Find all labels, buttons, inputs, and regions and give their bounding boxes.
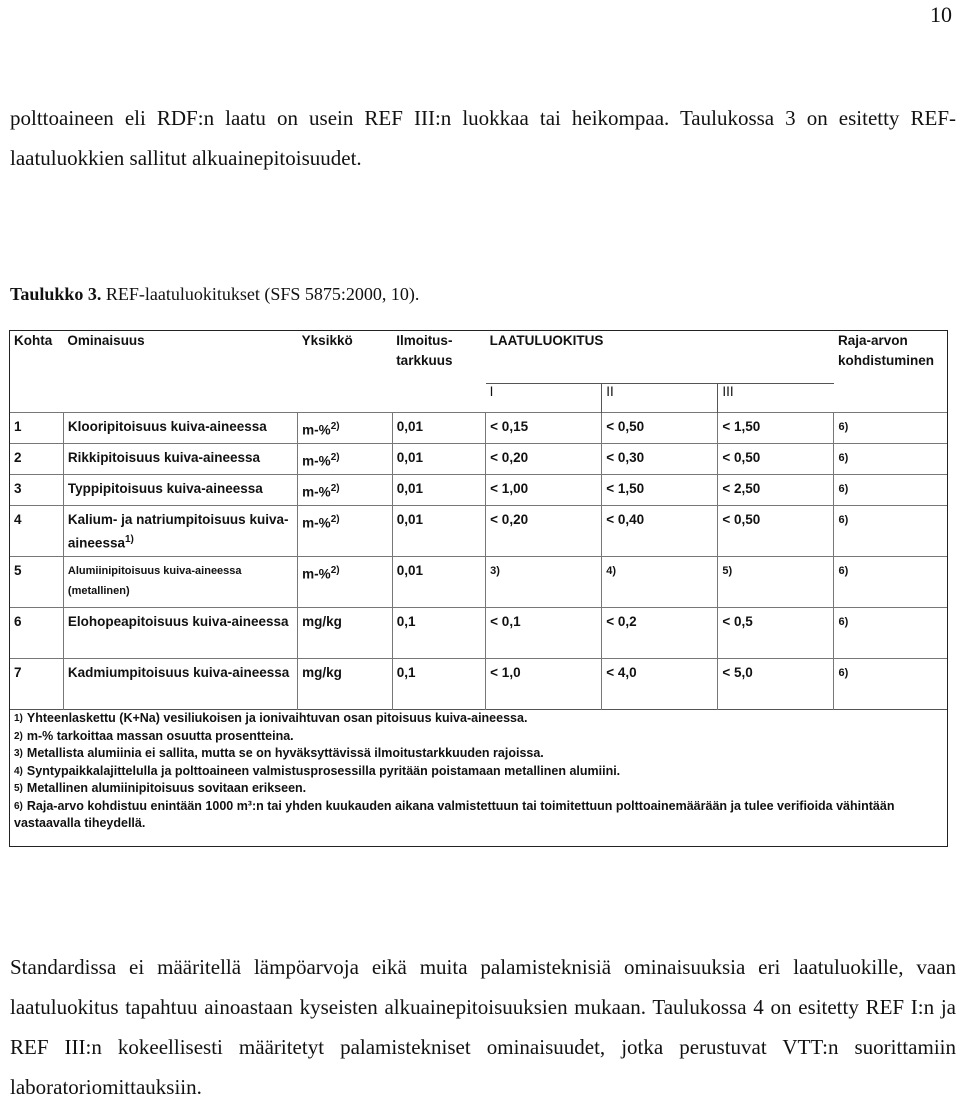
cell-ilmoitustarkkuus-text: 0,01 — [396, 450, 423, 465]
cell-class-ii — [602, 413, 718, 444]
cell-ominaisuus — [63, 444, 297, 475]
cell-raja-arvo-text: 6) — [838, 667, 849, 679]
cell-ilmoitustarkkuus — [392, 444, 485, 475]
cell-kohta — [10, 444, 63, 475]
cell-class-ii — [602, 506, 718, 557]
cell-ominaisuus-text: Rikkipitoisuus kuiva-aineessa — [67, 450, 261, 465]
closing-paragraph: Standardissa ei määritellä lämpöarvoja eikä muita palamisteknisiä ominaisuuksia eri laatuluokille, vaan laatuluokitus tapahtuu ainoastaan kyseisten alkuainepitoisuuksien mukaan. Taulukossa 4 on esitetty REF I:n ja REF III:n kokeellisesti määritetyt palamistekniset ominaisuudet, jotka perustuvat VTT:n suorittamiin laboratoriomittauksiin. — [10, 955, 956, 1099]
table-caption — [10, 284, 419, 305]
cell-ominaisuus-text: Alumiinipitoisuus kuiva-aineessa (metallinen) — [67, 565, 242, 597]
cell-raja-arvo-text: 6) — [838, 565, 849, 577]
cell-yksikko-text: m-% — [302, 453, 331, 469]
cell-yksikko-text: m-% — [302, 422, 331, 438]
cell-ilmoitustarkkuus — [392, 413, 485, 444]
cell-class-ii-text: < 4,0 — [606, 665, 637, 680]
spec-table — [10, 331, 947, 833]
header-laatuluokitus: LAATULUOKITUS — [489, 333, 604, 348]
cell-raja-arvo — [834, 475, 947, 506]
cell-class-iii — [718, 659, 834, 710]
cell-ilmoitustarkkuus — [392, 608, 485, 659]
cell-class-i-text: 3) — [490, 565, 500, 577]
cell-raja-arvo — [834, 444, 947, 475]
footnote-text: Raja-arvo kohdistuu enintään 1000 m³:n tai yhden kuukauden aikana valmistettuun tai toimitettuun polttoainemäärään ja tulee verifioida vähintään vastaavalla tiheydellä. — [14, 798, 895, 830]
cell-class-iii-text: 5) — [722, 565, 733, 577]
cell-class-i — [486, 413, 602, 444]
footnote-number: 4) — [14, 765, 23, 777]
cell-ilmoitustarkkuus-text: 0,01 — [396, 481, 423, 496]
cell-ominaisuus-text: Kadmiumpitoisuus kuiva-aineessa — [67, 665, 290, 680]
cell-ilmoitustarkkuus-text: 0,01 — [396, 563, 423, 578]
footnote — [14, 763, 947, 781]
footnote-text: Yhteenlaskettu (K+Na) vesiliukoisen ja ionivaihtuvan osan pitoisuus kuiva-aineessa. — [26, 711, 528, 725]
cell-kohta-text: 6 — [14, 614, 22, 629]
cell-ominaisuus-text: Elohopeapitoisuus kuiva-aineessa — [67, 614, 289, 629]
cell-ilmoitustarkkuus-text: 0,01 — [396, 512, 423, 527]
header-class-i: I — [486, 384, 602, 413]
cell-yksikko — [298, 659, 393, 710]
cell-class-ii — [602, 557, 718, 608]
footnote-text: m-% tarkoittaa massan osuutta prosentteina. — [26, 728, 294, 743]
header-raja-line2: kohdistuminen — [837, 353, 934, 368]
footnote-ref: 2) — [330, 565, 340, 576]
table-row — [10, 608, 947, 659]
header-ilmoitustarkkuus — [392, 331, 485, 384]
footnote-number: 2) — [14, 730, 23, 742]
cell-class-i-text: < 0,1 — [490, 614, 521, 629]
cell-kohta-text: 5 — [14, 563, 22, 578]
footnote-ref: 1) — [124, 534, 134, 545]
cell-class-ii — [602, 659, 718, 710]
cell-ominaisuus — [63, 557, 297, 608]
cell-ilmoitustarkkuus — [392, 506, 485, 557]
cell-class-i — [486, 608, 602, 659]
cell-yksikko — [298, 506, 393, 557]
cell-ominaisuus — [63, 475, 297, 506]
footnote-number: 5) — [14, 783, 23, 794]
cell-ominaisuus — [63, 413, 297, 444]
cell-raja-arvo-text: 6) — [838, 452, 849, 464]
table-row — [10, 659, 947, 710]
caption-text: REF-laatuluokitukset (SFS 5875:2000, 10). — [101, 284, 420, 304]
cell-class-iii-text: < 2,50 — [722, 481, 761, 496]
cell-yksikko-text: mg/kg — [302, 665, 342, 680]
cell-yksikko — [298, 444, 393, 475]
cell-class-i — [486, 475, 602, 506]
footnote — [14, 710, 947, 728]
cell-kohta — [10, 659, 63, 710]
cell-yksikko-text: m-% — [302, 566, 331, 582]
intro-paragraph: polttoaineen eli RDF:n laatu on usein REF III:n luokkaa tai heikompaa. Taulukossa 3 on esitetty REF-laatuluokkien sallitut alkuainepitoisuudet. — [10, 106, 956, 170]
cell-class-ii — [602, 475, 718, 506]
table-header-row — [10, 331, 947, 384]
cell-class-iii — [718, 506, 834, 557]
cell-kohta — [10, 475, 63, 506]
footnote-number: 6) — [14, 800, 23, 812]
cell-class-iii-text: < 0,50 — [722, 512, 761, 527]
table-row — [10, 413, 947, 444]
cell-class-iii — [718, 608, 834, 659]
page-number: 10 — [930, 2, 952, 27]
header-ilmoitustarkkuus-line1: Ilmoitus- — [396, 333, 453, 348]
table-row — [10, 557, 947, 608]
cell-class-iii — [718, 557, 834, 608]
cell-class-ii-text: < 0,50 — [606, 419, 645, 434]
header-raja-line1: Raja-arvon — [837, 333, 908, 348]
cell-class-i — [486, 659, 602, 710]
cell-ominaisuus-text: Kalium- ja natriumpitoisuus kuiva-aineessa — [67, 512, 289, 551]
cell-yksikko-text: m-% — [302, 515, 331, 531]
cell-class-iii — [718, 475, 834, 506]
cell-ilmoitustarkkuus-text: 0,1 — [396, 614, 416, 629]
cell-class-i — [486, 557, 602, 608]
cell-class-ii-text: 4) — [606, 565, 617, 577]
cell-raja-arvo-text: 6) — [838, 483, 849, 495]
footnote — [14, 745, 947, 763]
caption-label: Taulukko 3. — [10, 284, 102, 304]
cell-raja-arvo — [834, 506, 947, 557]
cell-yksikko-text: m-% — [302, 484, 331, 500]
cell-class-i-text: < 0,20 — [490, 512, 529, 527]
cell-raja-arvo-text: 6) — [838, 514, 849, 526]
footnote-number: 3) — [14, 748, 23, 759]
cell-ilmoitustarkkuus — [392, 475, 485, 506]
cell-kohta-text: 1 — [14, 419, 22, 434]
footnote-ref: 2) — [330, 421, 340, 432]
cell-kohta-text: 3 — [14, 481, 22, 496]
cell-ilmoitustarkkuus-text: 0,1 — [396, 665, 416, 680]
footnote — [14, 798, 947, 833]
cell-class-i-text: < 1,00 — [490, 481, 529, 496]
footnote — [14, 728, 947, 746]
footnote-text: Metallista alumiinia ei sallita, mutta se on hyväksyttävissä ilmoitustarkkuuden rajoissa. — [26, 746, 544, 760]
cell-class-iii-text: < 0,5 — [722, 614, 753, 629]
header-ominaisuus: Ominaisuus — [67, 333, 145, 348]
footnote-text: Syntypaikkalajittelulla ja polttoaineen valmistusprosessilla pyritään poistamaan metallinen alumiini. — [26, 763, 621, 778]
cell-ominaisuus — [63, 659, 297, 710]
cell-yksikko — [298, 413, 393, 444]
cell-class-i-text: < 1,0 — [490, 665, 521, 680]
footnote-number: 1) — [14, 713, 23, 724]
header-class-ii: II — [602, 384, 718, 413]
cell-class-iii-text: < 0,50 — [722, 450, 761, 465]
cell-class-i-text: < 0,20 — [490, 450, 529, 465]
cell-yksikko-text: mg/kg — [302, 614, 342, 629]
cell-kohta-text: 4 — [14, 512, 22, 527]
cell-class-ii — [602, 608, 718, 659]
cell-class-iii — [718, 444, 834, 475]
cell-class-ii-text: < 1,50 — [606, 481, 645, 496]
table-subheader-row — [10, 384, 947, 413]
table-row — [10, 475, 947, 506]
cell-class-ii-text: < 0,40 — [606, 512, 645, 527]
cell-class-i — [486, 506, 602, 557]
cell-class-iii-text: < 1,50 — [722, 419, 761, 434]
cell-raja-arvo — [834, 659, 947, 710]
cell-kohta — [10, 506, 63, 557]
cell-kohta — [10, 557, 63, 608]
cell-class-i-text: < 0,15 — [490, 419, 529, 434]
cell-raja-arvo-text: 6) — [838, 421, 849, 433]
cell-class-ii-text: < 0,2 — [606, 614, 637, 629]
cell-class-ii-text: < 0,30 — [606, 450, 645, 465]
cell-raja-arvo — [834, 557, 947, 608]
cell-ominaisuus — [63, 608, 297, 659]
footnote-ref: 2) — [330, 514, 340, 525]
cell-class-ii — [602, 444, 718, 475]
cell-yksikko — [298, 475, 393, 506]
footnote-ref: 2) — [330, 483, 340, 494]
table-footnotes — [10, 710, 947, 833]
cell-class-iii-text: < 5,0 — [722, 665, 753, 680]
cell-yksikko — [298, 557, 393, 608]
cell-kohta — [10, 608, 63, 659]
cell-kohta-text: 2 — [14, 450, 22, 465]
cell-class-i — [486, 444, 602, 475]
cell-kohta — [10, 413, 63, 444]
footnote-ref: 2) — [330, 452, 340, 463]
footnote — [14, 780, 947, 798]
table-row — [10, 444, 947, 475]
ref-quality-table — [9, 330, 948, 847]
cell-raja-arvo — [834, 608, 947, 659]
cell-raja-arvo-text: 6) — [838, 616, 849, 628]
cell-class-iii — [718, 413, 834, 444]
header-ilmoitustarkkuus-line2: tarkkuus — [396, 353, 453, 368]
cell-ilmoitustarkkuus — [392, 557, 485, 608]
header-yksikko: Yksikkö — [301, 333, 353, 348]
header-raja-arvon — [834, 331, 947, 384]
cell-ominaisuus-text: Typpipitoisuus kuiva-aineessa — [67, 481, 263, 496]
cell-raja-arvo — [834, 413, 947, 444]
header-kohta: Kohta — [14, 333, 53, 348]
cell-yksikko — [298, 608, 393, 659]
footnote-text: Metallinen alumiinipitoisuus sovitaan erikseen. — [26, 781, 307, 795]
cell-ominaisuus — [63, 506, 297, 557]
cell-kohta-text: 7 — [14, 665, 22, 680]
cell-ilmoitustarkkuus — [392, 659, 485, 710]
cell-ominaisuus-text: Klooripitoisuus kuiva-aineessa — [67, 419, 267, 434]
header-class-iii: III — [718, 384, 834, 413]
cell-ilmoitustarkkuus-text: 0,01 — [396, 419, 423, 434]
table-row — [10, 506, 947, 557]
